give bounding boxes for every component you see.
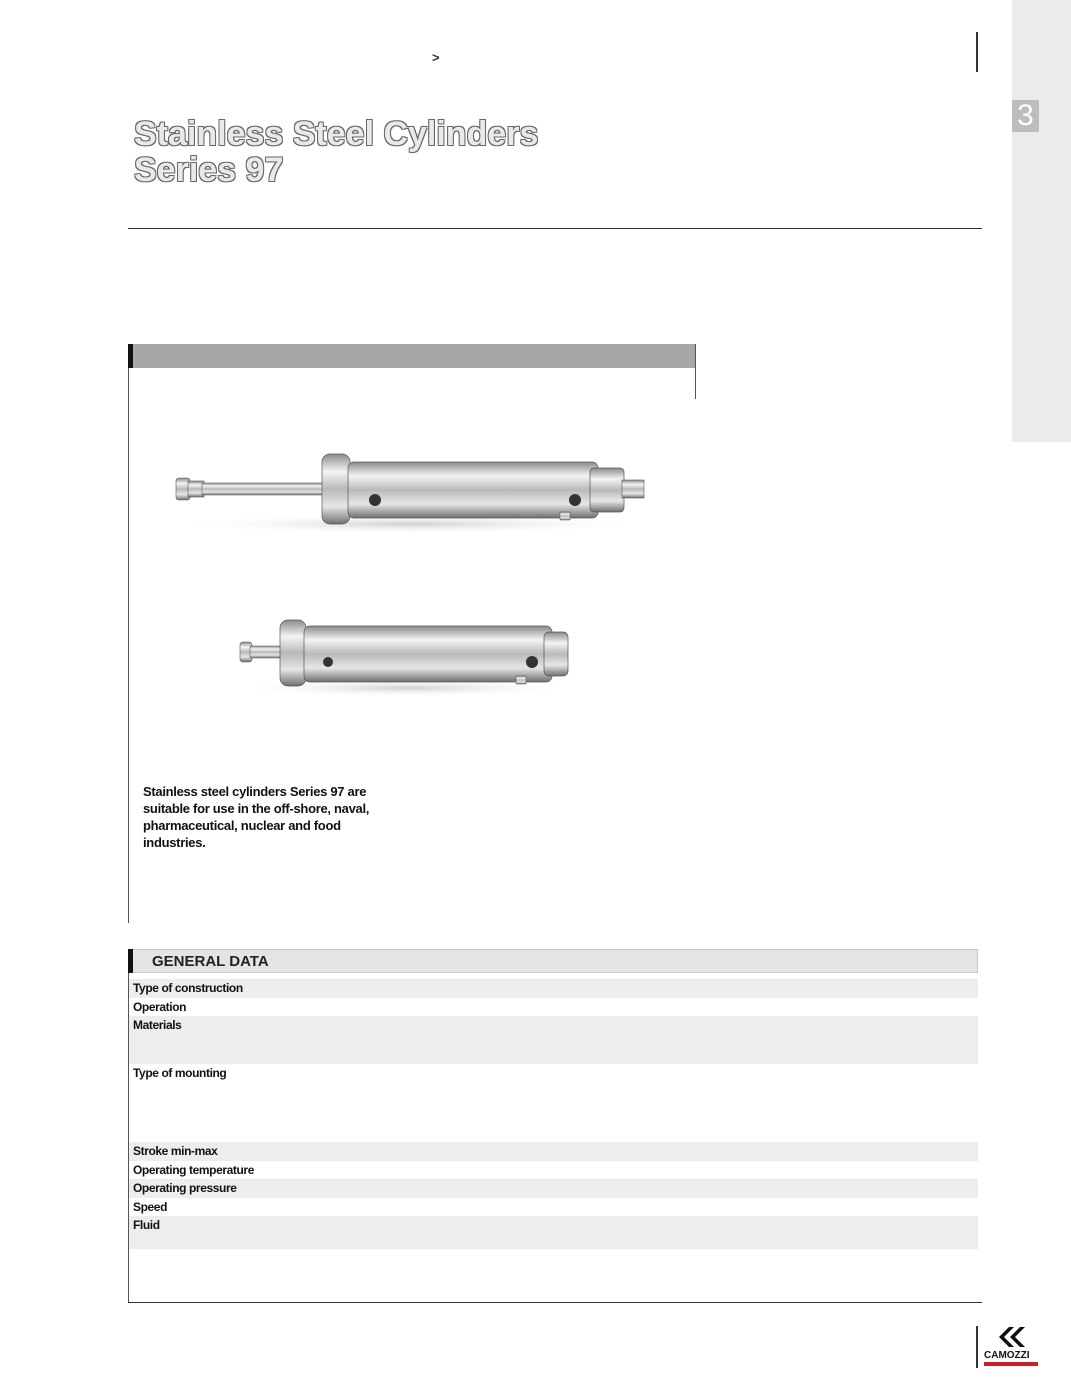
table-row xyxy=(129,1142,978,1161)
row-label: Type of mounting xyxy=(133,1066,227,1080)
table-row xyxy=(129,1198,978,1216)
page-title-line-2: Series 97 xyxy=(134,151,284,189)
row-label: Operating pressure xyxy=(133,1181,237,1195)
product-panel-border-left xyxy=(128,368,129,923)
row-label: Type of construction xyxy=(133,981,243,995)
footer-divider xyxy=(128,1302,982,1303)
page-title xyxy=(134,116,538,188)
row-label: Fluid xyxy=(133,1218,160,1232)
table-row xyxy=(129,998,978,1016)
table-row xyxy=(129,1064,978,1142)
general-data-accent xyxy=(128,949,133,973)
header-divider xyxy=(976,32,978,72)
row-label: Operation xyxy=(133,1000,187,1014)
brand-name: CAMOZZI xyxy=(984,1350,1030,1361)
table-row xyxy=(129,1216,978,1249)
cylinder-image-long xyxy=(170,440,650,540)
section-number: 3 xyxy=(1012,100,1039,132)
row-label: Materials xyxy=(133,1018,182,1032)
table-row xyxy=(129,1161,978,1179)
row-label: Speed xyxy=(133,1200,168,1214)
table-row xyxy=(129,1016,978,1064)
product-description: Stainless steel cylinders Series 97 are suitable for use in the off-shore, naval, pharmaceutical, nuclear and food industries. xyxy=(143,784,370,850)
camozzi-logo-mark-icon xyxy=(996,1326,1026,1348)
row-label: Stroke min-max xyxy=(133,1144,218,1158)
general-data-title: GENERAL DATA xyxy=(152,953,269,970)
table-row xyxy=(129,979,978,998)
logo-divider xyxy=(976,1326,978,1368)
cylinder-image-short xyxy=(236,612,576,702)
product-panel-header xyxy=(128,344,696,368)
section-tab xyxy=(1012,0,1071,442)
row-label: Operating temperature xyxy=(133,1163,254,1177)
brand-accent-bar xyxy=(984,1362,1038,1366)
table-row xyxy=(129,1179,978,1198)
breadcrumb-separator: > xyxy=(432,50,440,65)
product-panel-border-right xyxy=(695,344,696,399)
page-title-line-1: Stainless Steel Cylinders xyxy=(134,115,539,153)
title-divider xyxy=(128,228,982,229)
